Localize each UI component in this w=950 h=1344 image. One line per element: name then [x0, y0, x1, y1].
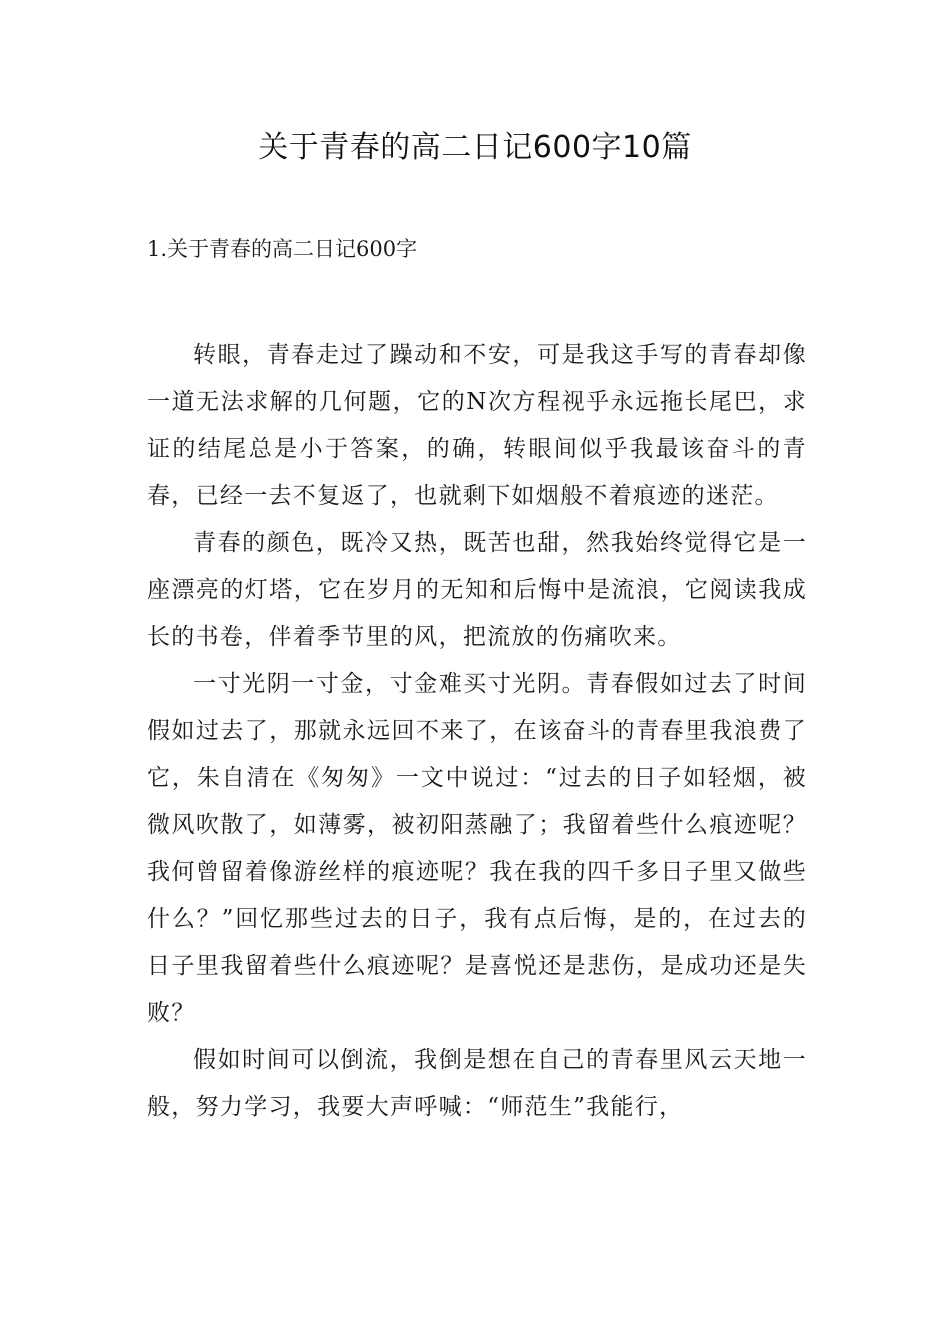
paragraph: 假如时间可以倒流，我倒是想在自己的青春里风云天地一般，努力学习，我要大声呼喊：“师范生”我能行，: [147, 1047, 807, 1120]
paragraph: 青春的颜色，既冷又热，既苦也甜，然我始终觉得它是一座漂亮的灯塔，它在岁月的无知和后悔中是流浪，它阅读我成长的书卷，伴着季节里的风，把流放的伤痛吹来。: [147, 530, 807, 650]
paragraph: 转眼，青春走过了躁动和不安，可是我这手写的青春却像一道无法求解的几何题，它的N次方程视乎永远拖长尾巴，求证的结尾总是小于答案，的确，转眼间似乎我最该奋斗的青春，已经一去不复返了，也就剩下如烟般不着痕迹的迷茫。: [147, 342, 807, 509]
section-heading: 1.关于青春的高二日记600字: [147, 237, 418, 261]
paragraph: 一寸光阴一寸金，寸金难买寸光阴。青春假如过去了时间假如过去了，那就永远回不来了，在该奋斗的青春里我浪费了它，朱自清在《匆匆》一文中说过：“过去的日子如轻烟，被微风吹散了，如薄雾，被初阳蒸融了；我留着些什么痕迹呢？我何曾留着像游丝样的痕迹呢？我在我的四千多日子里又做些什么？”回忆那些过去的日子，我有点后悔，是的，在过去的日子里我留着些什么痕迹呢？是喜悦还是悲伤，是成功还是失败？: [147, 671, 807, 1026]
document-title: 关于青春的高二日记600字10篇: [258, 130, 692, 165]
document-body: [147, 332, 807, 1131]
